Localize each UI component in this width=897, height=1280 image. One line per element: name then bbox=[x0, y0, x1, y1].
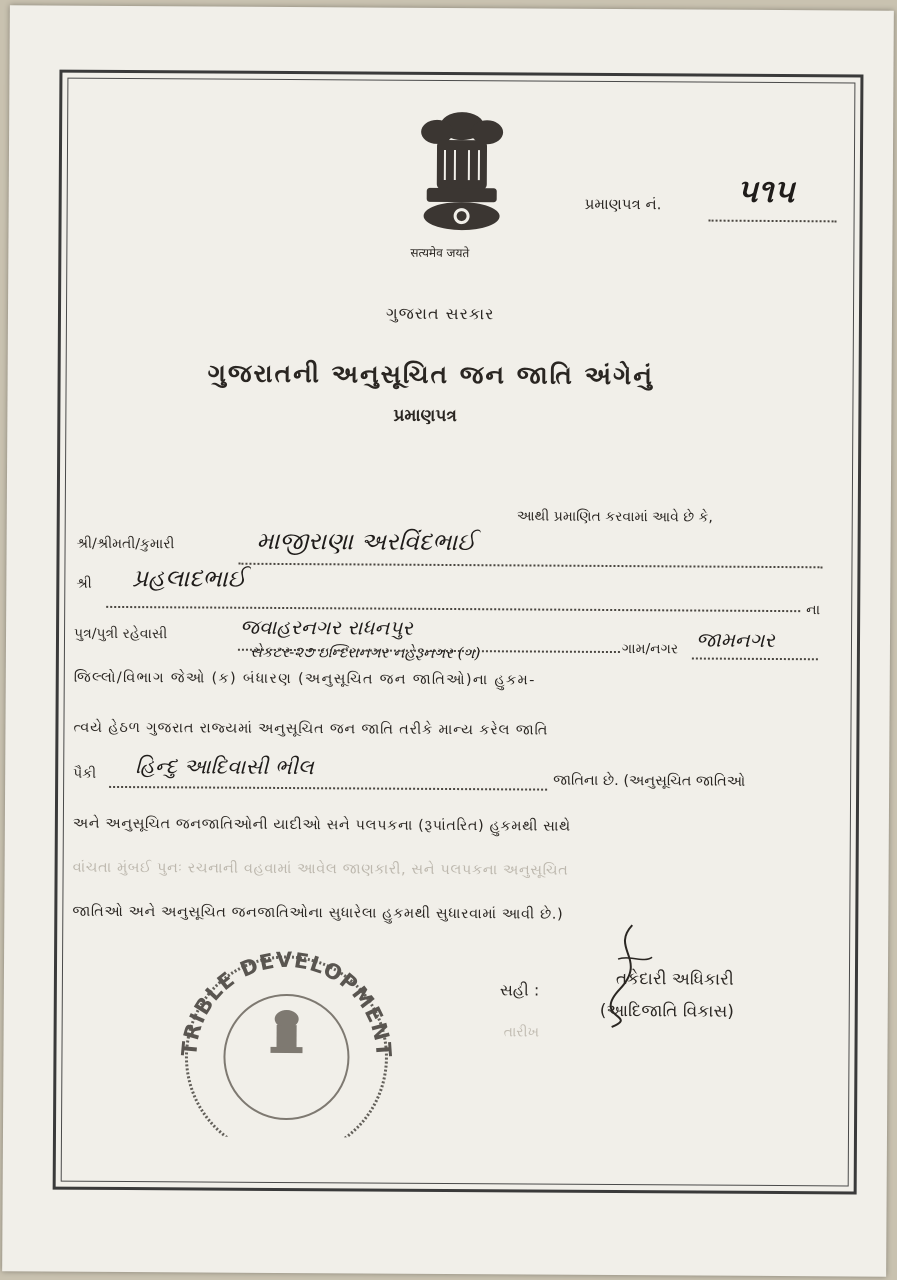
emblem-motto: सत्यमेव जयते bbox=[410, 245, 470, 261]
body-line-5: જાતિઓ અને અનુસૂચિત જનજાતિઓના સુધારેલા હુકમથી સુધારવામાં આવી છે.) bbox=[72, 903, 564, 923]
body-line-2: ત્વયે હેઠળ ગુજરાત રાજ્યમાં અનુસૂચિત જન જાતિ તરીકે માન્ય કરેલ જાતિ bbox=[73, 719, 549, 739]
government-name: ગુજરાત સરકાર bbox=[385, 303, 495, 324]
village-label: ગામ/નગર bbox=[621, 641, 679, 658]
caste-label: પૈકી bbox=[73, 765, 97, 782]
body-line-4: વાંચતા મુંબઈ પુનઃ રચનાની વહવામાં આવેલ જાણકારી, સને પલપકના અનુસૂચિત bbox=[72, 859, 569, 879]
officer-title: તકેદારી અધિકારી bbox=[615, 969, 734, 990]
father-value: પ્રહલાદભાઈ bbox=[132, 564, 247, 593]
caste-suffix: જાતિના છે. (અનુસૂચિત જાતિઓ bbox=[553, 772, 746, 790]
certificate-no-label: પ્રમાણપત્ર નં. bbox=[584, 194, 662, 214]
certificate-no-value: ૫૧૫ bbox=[736, 171, 795, 211]
name-label: શ્રી/શ્રીમતી/કુમારી bbox=[76, 535, 175, 553]
national-emblem bbox=[406, 104, 517, 269]
body-line-3: અને અનુસૂચિત જનજાતિઓની યાદીઓ સને પલપકના (રૂપાંતરિત) હુકમથી સાથે bbox=[72, 815, 571, 835]
certify-text: આથી પ્રમાણિત કરવામાં આવે છે કે, bbox=[516, 508, 713, 526]
father-label: શ્રી bbox=[76, 575, 92, 592]
signature-scrawl bbox=[600, 919, 661, 1029]
village-value: જામનગર bbox=[695, 627, 775, 652]
caste-value: હિન્દુ આદિવાસી ભીલ bbox=[135, 754, 314, 780]
residence-label: પુત્ર/પુત્રી રહેવાસી bbox=[73, 625, 168, 643]
residence-value-1: જવાહરનગર રાધનપુર bbox=[240, 614, 413, 640]
residence-value-2: સેકટર-૨૭ ઇન્દિરાનગર નહેરૂનગર (ગ) bbox=[249, 642, 481, 663]
seal-text: TRIBLE DEVELOPMENT bbox=[177, 947, 396, 1059]
officer-department: (આદિજાતિ વિકાસ) bbox=[599, 1000, 734, 1022]
certificate-sheet bbox=[2, 5, 894, 1276]
father-suffix: ના bbox=[806, 602, 821, 619]
name-value: માજીરાણા અરવિંદભાઈ bbox=[256, 526, 476, 557]
date-label: તારીખ bbox=[503, 1024, 540, 1041]
body-line-1: જિલ્લો/વિભાગ જેઓ (ક) બંધારણ (અનુસૂચિત જન જાતિઓ)ના હુકમ- bbox=[73, 669, 536, 689]
certificate-title: ગુજરાતની અનુસૂચિત જન જાતિ અંગેનું bbox=[207, 358, 654, 391]
official-seal bbox=[171, 936, 402, 1141]
certificate-subtitle: પ્રમાણપત્ર bbox=[393, 405, 457, 427]
signature-label: સહી : bbox=[499, 980, 540, 1000]
